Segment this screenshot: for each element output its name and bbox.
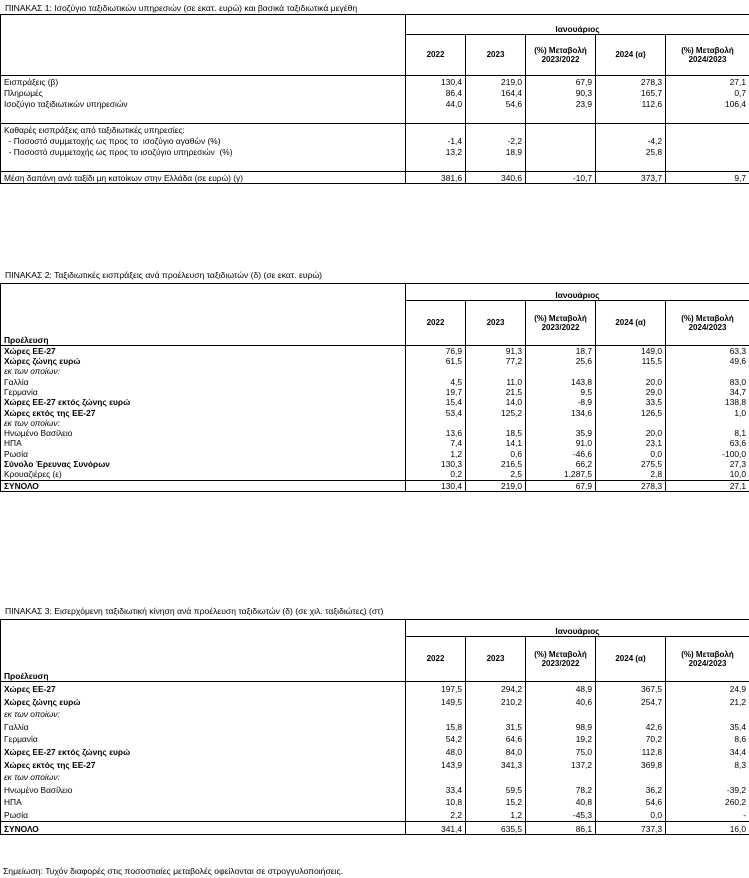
footnote: Σημείωση: Τυχόν διαφορές στις ποσοστιαίες μεταβολές οφείλονται σε στρογγυλοποιήσεις.	[3, 866, 344, 876]
cell-value: 15,4	[406, 397, 466, 407]
cell-value: 84,0	[466, 745, 526, 758]
cell-value: 2,5	[466, 470, 526, 481]
table1-month-header: Ιανουάριος	[406, 15, 749, 35]
cell-value: 0,0	[596, 449, 666, 459]
table1-col-2024: 2024 (α)	[596, 35, 666, 76]
cell-value	[596, 124, 666, 136]
cell-value: 21,5	[466, 387, 526, 397]
cell-value	[526, 124, 596, 136]
cell-value	[596, 367, 666, 377]
cell-value: 130,4	[406, 480, 466, 491]
table3-col-2022: 2022	[406, 637, 466, 682]
cell-value: 40,8	[526, 795, 596, 808]
cell-value: -45,3	[526, 808, 596, 821]
row-label: ΗΠΑ	[1, 439, 406, 449]
table2	[0, 283, 749, 492]
cell-value	[406, 707, 466, 720]
cell-value	[466, 707, 526, 720]
cell-value: 8,6	[666, 732, 749, 745]
cell-value	[406, 770, 466, 783]
table-row	[1, 783, 749, 796]
cell-value: 138,8	[666, 397, 749, 407]
cell-value: 10,8	[406, 795, 466, 808]
row-label: - Ποσοστό συμμετοχής ως προς το ισοζύγιο υπηρεσιών (%)	[1, 146, 406, 157]
cell-value	[406, 418, 466, 428]
cell-value: 369,8	[596, 758, 666, 771]
row-label: Χώρες ζώνης ευρώ	[1, 695, 406, 708]
cell-value: 143,9	[406, 758, 466, 771]
cell-value: 15,2	[466, 795, 526, 808]
table2-col-2023: 2023	[466, 301, 526, 346]
cell-value: 11,0	[466, 377, 526, 387]
cell-value: 27,1	[666, 76, 749, 88]
table-row	[1, 745, 749, 758]
cell-value: 1,2	[466, 808, 526, 821]
cell-value: -	[666, 808, 749, 821]
cell-value: 54,2	[406, 732, 466, 745]
cell-value: 67,9	[526, 480, 596, 491]
cell-value: 8,3	[666, 758, 749, 771]
cell-value: 66,2	[526, 459, 596, 469]
cell-value: 78,2	[526, 783, 596, 796]
cell-value: 278,3	[596, 76, 666, 88]
cell-value: 2,8	[596, 470, 666, 481]
cell-value: -1,4	[406, 135, 466, 146]
cell-value: 23,9	[526, 98, 596, 109]
table-row	[1, 470, 749, 481]
table2-title: ΠΙΝΑΚΑΣ 2: Ταξιδιωτικές εισπράξεις ανά προέλευση ταξιδιωτών (δ) (σε εκατ. ευρώ)	[5, 270, 323, 280]
cell-value: 31,5	[466, 720, 526, 733]
cell-value: 126,5	[596, 408, 666, 418]
cell-value: 53,4	[406, 408, 466, 418]
cell-value	[666, 135, 749, 146]
table-row	[1, 770, 749, 783]
table2-col-2024: 2024 (α)	[596, 301, 666, 346]
table-row	[1, 135, 749, 146]
cell-value: 7,4	[406, 439, 466, 449]
spacer-row	[1, 109, 749, 124]
cell-value: 16,0	[666, 821, 749, 835]
cell-value: 19,7	[406, 387, 466, 397]
cell-value: 1.287,5	[526, 470, 596, 481]
row-label: Ηνωμένο Βασίλειο	[1, 783, 406, 796]
cell-value: 254,7	[596, 695, 666, 708]
table-row	[1, 758, 749, 771]
cell-value: 219,0	[466, 480, 526, 491]
cell-value: 54,6	[596, 795, 666, 808]
table1-col-change-2024: (%) Μεταβολή 2024/2023	[666, 35, 749, 76]
row-label: Χώρες εκτός της ΕΕ-27	[1, 758, 406, 771]
cell-value: 13,2	[406, 146, 466, 157]
cell-value: 1,2	[406, 449, 466, 459]
table-row	[1, 428, 749, 438]
cell-value: 63,3	[666, 346, 749, 357]
table-row	[1, 124, 749, 136]
table-row	[1, 146, 749, 157]
table-row	[1, 377, 749, 387]
cell-value: 98,9	[526, 720, 596, 733]
cell-value: 737,3	[596, 821, 666, 835]
cell-value: 77,2	[466, 356, 526, 366]
table-row	[1, 808, 749, 821]
table-row	[1, 418, 749, 428]
table-row	[1, 346, 749, 357]
cell-value: 76,9	[406, 346, 466, 357]
row-label: Χώρες ΕΕ-27 εκτός ζώνης ευρώ	[1, 397, 406, 407]
row-label: Χώρες ΕΕ-27	[1, 682, 406, 695]
table3	[0, 619, 749, 835]
cell-value: 341,3	[466, 758, 526, 771]
row-label: Γερμανία	[1, 387, 406, 397]
cell-value: 149,0	[596, 346, 666, 357]
cell-value: 48,0	[406, 745, 466, 758]
row-label: ΣΥΝΟΛΟ	[1, 821, 406, 835]
row-label: Χώρες εκτός της ΕΕ-27	[1, 408, 406, 418]
cell-value: 25,6	[526, 356, 596, 366]
cell-value: 137,2	[526, 758, 596, 771]
row-label: ΗΠΑ	[1, 795, 406, 808]
cell-value: 2,2	[406, 808, 466, 821]
cell-value: -4,2	[596, 135, 666, 146]
table-row	[1, 367, 749, 377]
row-label: Ρωσία	[1, 449, 406, 459]
cell-value: 59,5	[466, 783, 526, 796]
table2-col-2022: 2022	[406, 301, 466, 346]
cell-value: 20,0	[596, 428, 666, 438]
cell-value: 33,5	[596, 397, 666, 407]
table-row	[1, 76, 749, 88]
cell-value	[596, 707, 666, 720]
cell-value: 143,8	[526, 377, 596, 387]
table-row	[1, 439, 749, 449]
table-row	[1, 707, 749, 720]
cell-value: 25,8	[596, 146, 666, 157]
cell-value: 125,2	[466, 408, 526, 418]
table3-col-2024: 2024 (α)	[596, 637, 666, 682]
table-row	[1, 172, 749, 184]
row-label: Ρωσία	[1, 808, 406, 821]
cell-value: -2,2	[466, 135, 526, 146]
cell-value: -100,0	[666, 449, 749, 459]
row-label: Ισοζύγιο ταξιδιωτικών υπηρεσιών	[1, 98, 406, 109]
cell-value: 54,6	[466, 98, 526, 109]
table-row	[1, 98, 749, 109]
table1-col-2022: 2022	[406, 35, 466, 76]
table-row	[1, 397, 749, 407]
row-label: εκ των οποίων:	[1, 367, 406, 377]
cell-value: 0,2	[406, 470, 466, 481]
row-label: ΣΥΝΟΛΟ	[1, 480, 406, 491]
row-label: Χώρες ΕΕ-27	[1, 346, 406, 357]
row-label: Καθαρές εισπράξεις από ταξιδιωτικές υπηρεσίες:	[1, 124, 406, 136]
cell-value: 149,5	[406, 695, 466, 708]
cell-value: 341,4	[406, 821, 466, 835]
cell-value	[406, 124, 466, 136]
cell-value: 27,1	[666, 480, 749, 491]
table-row	[1, 356, 749, 366]
cell-value: 14,1	[466, 439, 526, 449]
cell-value: 373,7	[596, 172, 666, 184]
cell-value: 0,6	[466, 449, 526, 459]
table-row	[1, 732, 749, 745]
row-label: Πληρωμές	[1, 87, 406, 98]
cell-value: 112,6	[596, 98, 666, 109]
cell-value: 24,9	[666, 682, 749, 695]
cell-value: 219,0	[466, 76, 526, 88]
cell-value: 63,6	[666, 439, 749, 449]
row-label: εκ των οποίων:	[1, 418, 406, 428]
table2-month-header: Ιανουάριος	[406, 284, 749, 301]
cell-value: 13,6	[406, 428, 466, 438]
cell-value: 0,7	[666, 87, 749, 98]
row-label: εκ των οποίων:	[1, 770, 406, 783]
row-label: Εισπράξεις (β)	[1, 76, 406, 88]
row-label: Κρουαζιέρες (ε)	[1, 470, 406, 481]
row-label: Χώρες ζώνης ευρώ	[1, 356, 406, 366]
cell-value: 260,2	[666, 795, 749, 808]
cell-value: 8,1	[666, 428, 749, 438]
cell-value: 42,6	[596, 720, 666, 733]
row-label: Γερμανία	[1, 732, 406, 745]
cell-value: 340,6	[466, 172, 526, 184]
table-row	[1, 449, 749, 459]
cell-value: 197,5	[406, 682, 466, 695]
cell-value: 33,4	[406, 783, 466, 796]
cell-value	[666, 770, 749, 783]
cell-value	[526, 418, 596, 428]
table1-col-change-2023: (%) Μεταβολή 2023/2022	[526, 35, 596, 76]
cell-value: 90,3	[526, 87, 596, 98]
cell-value: -8,9	[526, 397, 596, 407]
table3-origin-header: Προέλευση	[1, 637, 406, 682]
row-label: - Ποσοστό συμμετοχής ως προς το ισοζύγιο αγαθών (%)	[1, 135, 406, 146]
cell-value	[406, 367, 466, 377]
cell-value: 18,9	[466, 146, 526, 157]
cell-value: 18,5	[466, 428, 526, 438]
cell-value: 48,9	[526, 682, 596, 695]
spacer-row	[1, 157, 749, 172]
row-label: Γαλλία	[1, 720, 406, 733]
cell-value: 294,2	[466, 682, 526, 695]
cell-value: 130,3	[406, 459, 466, 469]
cell-value: 67,9	[526, 76, 596, 88]
cell-value: 1,0	[666, 408, 749, 418]
cell-value	[526, 770, 596, 783]
cell-value	[666, 146, 749, 157]
cell-value: 275,5	[596, 459, 666, 469]
cell-value: 635,5	[466, 821, 526, 835]
cell-value: 19,2	[526, 732, 596, 745]
cell-value: 75,0	[526, 745, 596, 758]
cell-value	[666, 124, 749, 136]
cell-value: 210,2	[466, 695, 526, 708]
cell-value: 35,4	[666, 720, 749, 733]
table-row	[1, 695, 749, 708]
cell-value: -10,7	[526, 172, 596, 184]
row-label: Σύνολο Έρευνας Συνόρων	[1, 459, 406, 469]
table-row	[1, 821, 749, 835]
cell-value: 86,4	[406, 87, 466, 98]
table3-month-header: Ιανουάριος	[406, 620, 749, 637]
cell-value	[526, 707, 596, 720]
cell-value: 34,4	[666, 745, 749, 758]
cell-value: 164,4	[466, 87, 526, 98]
table2-col-change-2024: (%) Μεταβολή 2024/2023	[666, 301, 749, 346]
cell-value: 15,8	[406, 720, 466, 733]
table-row	[1, 795, 749, 808]
cell-value: 112,8	[596, 745, 666, 758]
table1	[0, 14, 749, 184]
cell-value: 367,5	[596, 682, 666, 695]
table-row	[1, 387, 749, 397]
cell-value	[526, 135, 596, 146]
cell-value: 36,2	[596, 783, 666, 796]
table-row	[1, 480, 749, 491]
table-row	[1, 459, 749, 469]
cell-value: 83,0	[666, 377, 749, 387]
cell-value: 23,1	[596, 439, 666, 449]
cell-value	[596, 418, 666, 428]
cell-value: 0,0	[596, 808, 666, 821]
cell-value	[666, 418, 749, 428]
cell-value: 70,2	[596, 732, 666, 745]
cell-value: 216,5	[466, 459, 526, 469]
cell-value: 64,6	[466, 732, 526, 745]
table3-col-2023: 2023	[466, 637, 526, 682]
cell-value: 35,9	[526, 428, 596, 438]
cell-value	[466, 418, 526, 428]
cell-value: 14,0	[466, 397, 526, 407]
table1-title: ΠΙΝΑΚΑΣ 1: Ισοζύγιο ταξιδιωτικών υπηρεσιών (σε εκατ. ευρώ) και βασικά ταξιδιωτικά μεγέθη	[5, 3, 358, 13]
cell-value: 381,6	[406, 172, 466, 184]
cell-value: 44,0	[406, 98, 466, 109]
table-row	[1, 720, 749, 733]
cell-value: 4,5	[406, 377, 466, 387]
row-label: Χώρες ΕΕ-27 εκτός ζώνης ευρώ	[1, 745, 406, 758]
table3-title: ΠΙΝΑΚΑΣ 3: Εισερχόμενη ταξιδιωτική κίνηση ανά προέλευση ταξιδιωτών (δ) (σε χιλ. ταξιδιώτες) (στ)	[5, 606, 384, 616]
cell-value	[466, 770, 526, 783]
cell-value	[666, 367, 749, 377]
cell-value: 34,7	[666, 387, 749, 397]
cell-value: 20,0	[596, 377, 666, 387]
table2-col-change-2023: (%) Μεταβολή 2023/2022	[526, 301, 596, 346]
cell-value: 86,1	[526, 821, 596, 835]
table3-col-change-2023: (%) Μεταβολή 2023/2022	[526, 637, 596, 682]
cell-value: 106,4	[666, 98, 749, 109]
cell-value: 91,0	[526, 439, 596, 449]
cell-value: 49,6	[666, 356, 749, 366]
cell-value	[466, 124, 526, 136]
table-row	[1, 87, 749, 98]
cell-value: 21,2	[666, 695, 749, 708]
cell-value	[526, 146, 596, 157]
cell-value: 18,7	[526, 346, 596, 357]
cell-value	[466, 367, 526, 377]
row-label: Μέση δαπάνη ανά ταξίδι μη κατοίκων στην Ελλάδα (σε ευρώ) (γ)	[1, 172, 406, 184]
cell-value: 91,3	[466, 346, 526, 357]
cell-value: -46,6	[526, 449, 596, 459]
row-label: εκ των οποίων:	[1, 707, 406, 720]
cell-value	[666, 707, 749, 720]
cell-value: 61,5	[406, 356, 466, 366]
cell-value: 130,4	[406, 76, 466, 88]
table-row	[1, 682, 749, 695]
cell-value: 29,0	[596, 387, 666, 397]
cell-value: 10,0	[666, 470, 749, 481]
cell-value: 40,6	[526, 695, 596, 708]
cell-value: 278,3	[596, 480, 666, 491]
cell-value: -39,2	[666, 783, 749, 796]
cell-value	[526, 367, 596, 377]
cell-value: 165,7	[596, 87, 666, 98]
cell-value: 115,5	[596, 356, 666, 366]
table1-col-2023: 2023	[466, 35, 526, 76]
table3-col-change-2024: (%) Μεταβολή 2024/2023	[666, 637, 749, 682]
cell-value: 134,6	[526, 408, 596, 418]
cell-value: 27,3	[666, 459, 749, 469]
table2-origin-header: Προέλευση	[1, 301, 406, 346]
cell-value: 9,7	[666, 172, 749, 184]
cell-value: 9,5	[526, 387, 596, 397]
table-row	[1, 408, 749, 418]
row-label: Ηνωμένο Βασίλειο	[1, 428, 406, 438]
row-label: Γαλλία	[1, 377, 406, 387]
cell-value	[596, 770, 666, 783]
